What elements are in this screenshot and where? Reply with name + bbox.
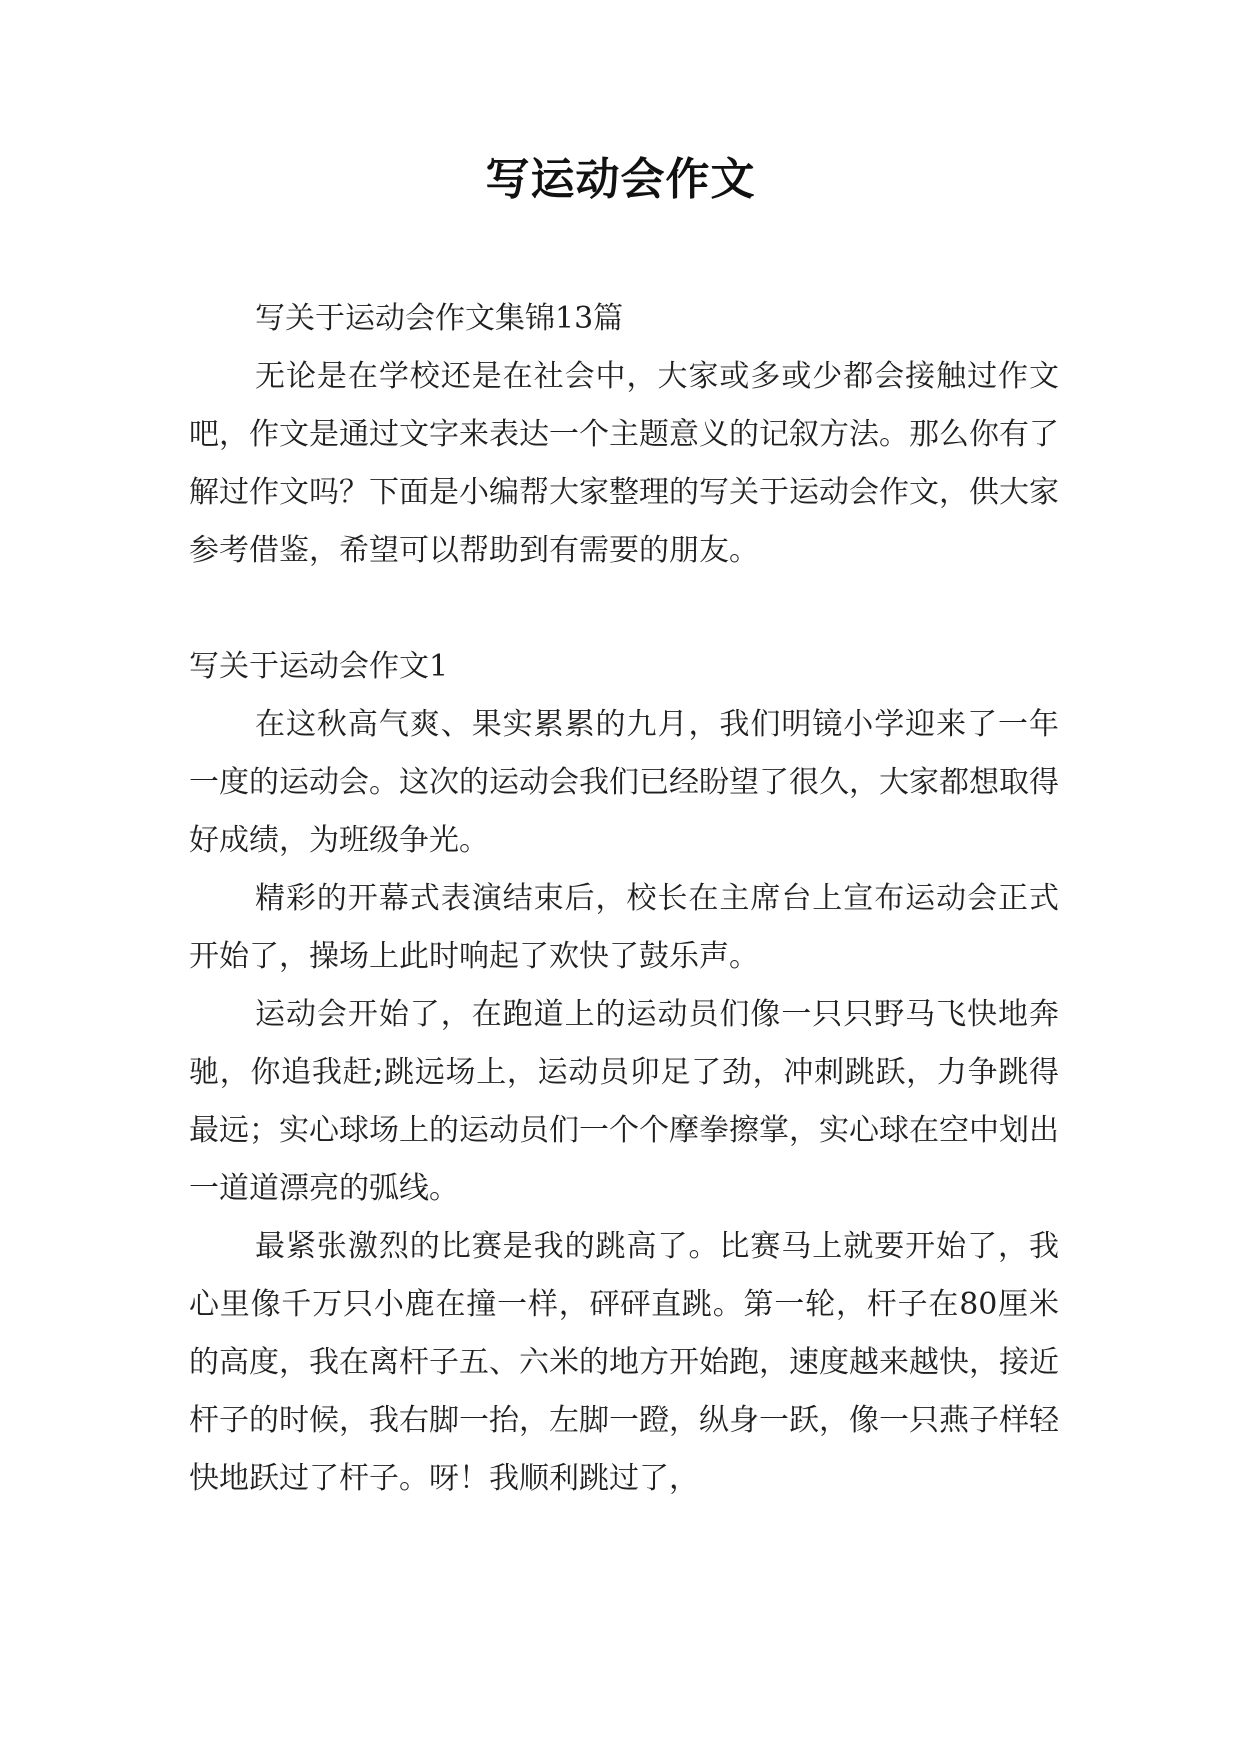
section-heading: 写关于运动会作文1 xyxy=(189,649,449,684)
body-paragraph-3: 运动会开始了，在跑道上的运动员们像一只只野马飞快地奔驰，你追我赶;跳远场上，运动员卯足了劲，冲刺跳跃，力争跳得最远；实心球场上的运动员们一个个摩拳擦掌，实心球在空中划出一道道漂亮的弧线。 xyxy=(189,997,1059,1206)
document-body xyxy=(189,290,1059,1508)
body-paragraph-1: 在这秋高气爽、果实累累的九月，我们明镜小学迎来了一年一度的运动会。这次的运动会我们已经盼望了很久，大家都想取得好成绩，为班级争光。 xyxy=(189,707,1059,858)
intro-paragraph: 无论是在学校还是在社会中，大家或多或少都会接触过作文吧，作文是通过文字来表达一个主题意义的记叙方法。那么你有了解过作文吗？下面是小编帮大家整理的写关于运动会作文，供大家参考借鉴，希望可以帮助到有需要的朋友。 xyxy=(189,359,1059,568)
body-paragraph-2: 精彩的开幕式表演结束后，校长在主席台上宣布运动会正式开始了，操场上此时响起了欢快了鼓乐声。 xyxy=(189,881,1059,974)
subtitle-line: 写关于运动会作文集锦13篇 xyxy=(255,301,624,336)
section-gap xyxy=(189,580,1059,638)
document-title: 写运动会作文 xyxy=(485,154,756,205)
body-paragraph-4: 最紧张激烈的比赛是我的跳高了。比赛马上就要开始了，我心里像千万只小鹿在撞一样，砰砰直跳。第一轮，杆子在80厘米的高度，我在离杆子五、六米的地方开始跑，速度越来越快，接近杆子的时候，我右脚一抬，左脚一蹬，纵身一跃，像一只燕子样轻快地跃过了杆子。呀！我顺利跳过了， xyxy=(189,1229,1059,1496)
